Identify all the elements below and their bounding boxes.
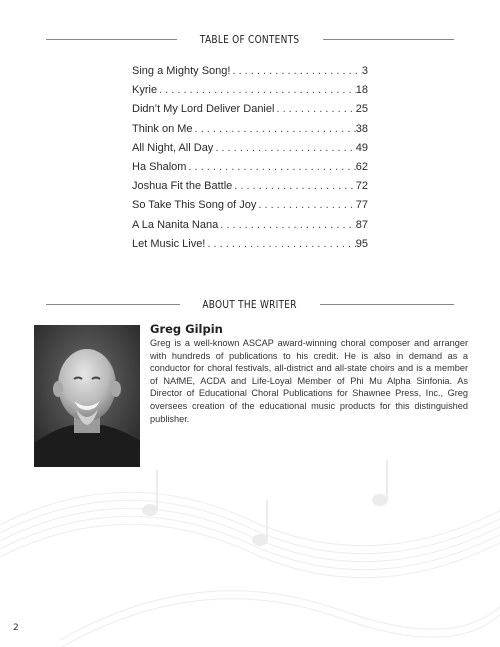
toc-heading — [46, 32, 454, 46]
toc-leader-dots — [213, 142, 355, 154]
toc-leader-dots — [205, 238, 355, 250]
toc-entry-title: So Take This Song of Joy — [132, 199, 257, 212]
page-number: 2 — [13, 623, 19, 633]
toc-entry-title: Sing a Mighty Song! — [132, 65, 231, 77]
toc-entry — [132, 199, 368, 218]
toc-entry-page: 95 — [355, 237, 368, 250]
toc-entry-page: 77 — [355, 199, 368, 212]
toc-entry — [132, 123, 368, 142]
toc-entry — [132, 65, 368, 84]
toc-entry-page: 3 — [361, 65, 368, 77]
about-heading-text: ABOUT THE WRITER — [202, 297, 298, 311]
toc-entry-page: 18 — [355, 84, 368, 97]
toc-entry — [132, 180, 368, 199]
toc-list — [132, 65, 368, 257]
toc-entry-title: A La Nanita Nana — [132, 218, 219, 231]
toc-leader-dots — [274, 103, 355, 115]
heading-rule-left — [46, 304, 180, 305]
heading-rule-left — [46, 39, 177, 40]
toc-leader-dots — [218, 219, 356, 231]
music-notes-watermark — [0, 440, 500, 647]
toc-entry-page: 72 — [355, 180, 368, 193]
toc-entry-page: 87 — [355, 218, 368, 231]
heading-rule-right — [320, 304, 454, 305]
toc-entry-title: Ha Shalom — [132, 160, 187, 173]
toc-entry-title: Didn’t My Lord Deliver Daniel — [132, 103, 275, 116]
toc-entry — [132, 161, 368, 180]
author-bio: Greg is a well-known ASCAP award-winning choral composer and arranger with hundreds of publications to his credit. He is also in demand as a conductor for choral festivals, all-district and all-state choirs and is a member of NAfME, ACDA and Life-Loyal Member of Phi Mu Alpha Sinfonia. As Director of Educational Choral Publications for Shawnee Press, Inc., Greg oversees creation of the educational music products for this distinguished publisher. — [150, 338, 468, 424]
toc-entry-title: All Night, All Day — [132, 141, 214, 154]
toc-entry-title: Joshua Fit the Battle — [132, 180, 233, 193]
toc-entry-title: Let Music Live! — [132, 237, 206, 250]
toc-entry-title: Think on Me — [132, 122, 193, 135]
toc-entry — [132, 84, 368, 103]
toc-entry — [132, 219, 368, 238]
toc-entry — [132, 103, 368, 122]
toc-entry-page: 49 — [355, 141, 368, 154]
toc-entry — [132, 238, 368, 257]
author-name: Greg Gilpin — [150, 322, 223, 336]
toc-leader-dots — [256, 199, 355, 211]
toc-leader-dots — [186, 161, 355, 173]
toc-leader-dots — [232, 180, 355, 192]
about-heading — [46, 297, 454, 311]
toc-leader-dots — [193, 123, 356, 135]
toc-heading-text: TABLE OF CONTENTS — [200, 32, 300, 46]
toc-entry-page: 38 — [355, 122, 368, 135]
toc-leader-dots — [230, 65, 361, 77]
heading-rule-right — [323, 39, 454, 40]
toc-entry-page: 25 — [355, 103, 368, 116]
toc-entry-page: 62 — [355, 160, 368, 173]
toc-leader-dots — [157, 84, 356, 96]
toc-entry — [132, 142, 368, 161]
toc-entry-title: Kyrie — [132, 84, 158, 97]
